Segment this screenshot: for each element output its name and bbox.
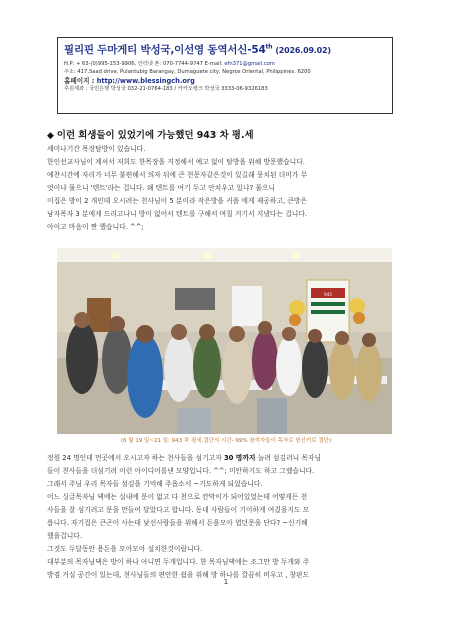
photo-illustration: [57, 248, 392, 434]
website-label: 홈페이지 :: [64, 76, 95, 85]
text-line: 그래서 주님 우리 목자들 섬김을 기억해 주옵소서 ~기도하게 되었습니다.: [47, 480, 263, 488]
section-title-text: 이런 희생들이 있었기에 가능했던 943 차 평.세: [56, 130, 254, 141]
account-line: 후원계좌 : 국민은행 박성국 032-21-0764-183 / 카카오뱅크 박성국 3333-06-9326183: [64, 86, 268, 93]
text-line: 세미나기간 목장탐방이 있습니다.: [47, 145, 146, 153]
text-line: 엇이냐 물으니 '텐트'라는 겁니다. 왜 텐트를 여기 두고 안치우고 있냐? 물으니: [47, 184, 276, 192]
text-line: 했을겁니다.: [47, 532, 82, 540]
text-line: 한인선교사님이 계셔서 저희도 한목장을 지정해서 예고 없이 탐방을 위해 방문했습니다.: [47, 158, 305, 166]
website-line: [64, 77, 386, 85]
title-text: 필리핀 두마게티 박성국,이선영 동역서신: [64, 44, 248, 56]
text-line: 대부분의 목자님댁은 방이 하나 아니면 두개입니다. 한 목자님댁에는 조그만 방 두개와 주: [47, 558, 310, 566]
paragraph-2: [47, 452, 407, 582]
issue-date: (2026.09.02): [275, 46, 331, 55]
website-link[interactable]: http://www.blessingch.org: [96, 76, 195, 85]
paragraph-1: [47, 143, 407, 234]
text-line: 방겸 거실 공간이 있는데, 천사님들의 편안한 쉼을 위해 방 하나를 깔끔히 비우고 , 창판도: [47, 571, 310, 579]
newsletter-header: [57, 37, 393, 114]
text-line: 들이 천사들을 더섬기려 이런 아이디어를낸 모양입니다. ^^; 미안하기도 하고 그랬습니다.: [47, 467, 315, 475]
issue-suffix: th: [265, 43, 273, 51]
text-line: 예찬시간에 자리가 너무 불편해서 의자 뒤에 큰 천몽자같은것이 있길래 뭉치된 더미가 무: [47, 171, 308, 179]
section-title: [47, 127, 254, 141]
emphasis-text: 30 명까지: [223, 454, 256, 462]
contact-line: [64, 60, 386, 68]
text-line: 사들을 잘 섬기려고 문을 만들어 달았다고 합니다. 동네 사람들이 기이하게 여겼을지도 모: [47, 506, 310, 514]
issue-number: -54: [247, 44, 266, 56]
text-line: 그것도 두달동안 용돈을 모아모아 설치한것이랍니다.: [47, 545, 203, 553]
newsletter-title: [64, 42, 386, 57]
diamond-bullet-icon: ◆: [47, 131, 54, 141]
text-line: 이집은 방이 2 개인데 오시려는 천사님이 5 분이라 작은방을 커플 에게 제공하고, 큰방은: [47, 197, 307, 205]
photo-caption: (6 월 19 일~21 일: 943 차 평세,결단의 시간- 99% 참석자들이 목자로 헌신키로 결단): [120, 438, 332, 444]
seminar-group-photo: [57, 248, 392, 434]
banner-text: 943: [324, 292, 332, 297]
text-line: 아이고 마음이 짠 했습니다. ^^;: [47, 223, 144, 231]
text-line: 어느 싱글목자님 댁에는 실내에 문이 없고 다 천으로 칸막이가 되어있었는데 어떻게든 천: [47, 493, 308, 501]
text-line: 릅니다. 자기집은 큰곤이 사는데 낯선사람들을 위해서 돈을모아 엽던문을 단다? ~신기해: [47, 519, 308, 527]
phone-info: H.P: + 63-(0)995-153-9906, 인터넷 폰: 070-7744-9747 E-mail:: [64, 61, 223, 67]
text-line: 남자목자 3 분에게 드리고나니 방이 없어서 텐트를 구해서 며칠 거기서 지냈다는 겁니다.: [47, 210, 308, 218]
text-segment: 정원 24 명인데 먼곳에서 오시고자 하는 천사들을 섬기고자: [47, 454, 224, 462]
text-line: [47, 452, 407, 465]
email-link[interactable]: efn371@gmail.com: [224, 61, 275, 67]
page-number: 1: [223, 578, 229, 586]
text-segment: 늘려 섬김러니 목자님: [255, 454, 322, 462]
address-line: 주소: 417,Saad drive, Pulantubig Barangay, Dumaguete city, Negros Oriental, Philippines. 6200: [64, 69, 311, 76]
